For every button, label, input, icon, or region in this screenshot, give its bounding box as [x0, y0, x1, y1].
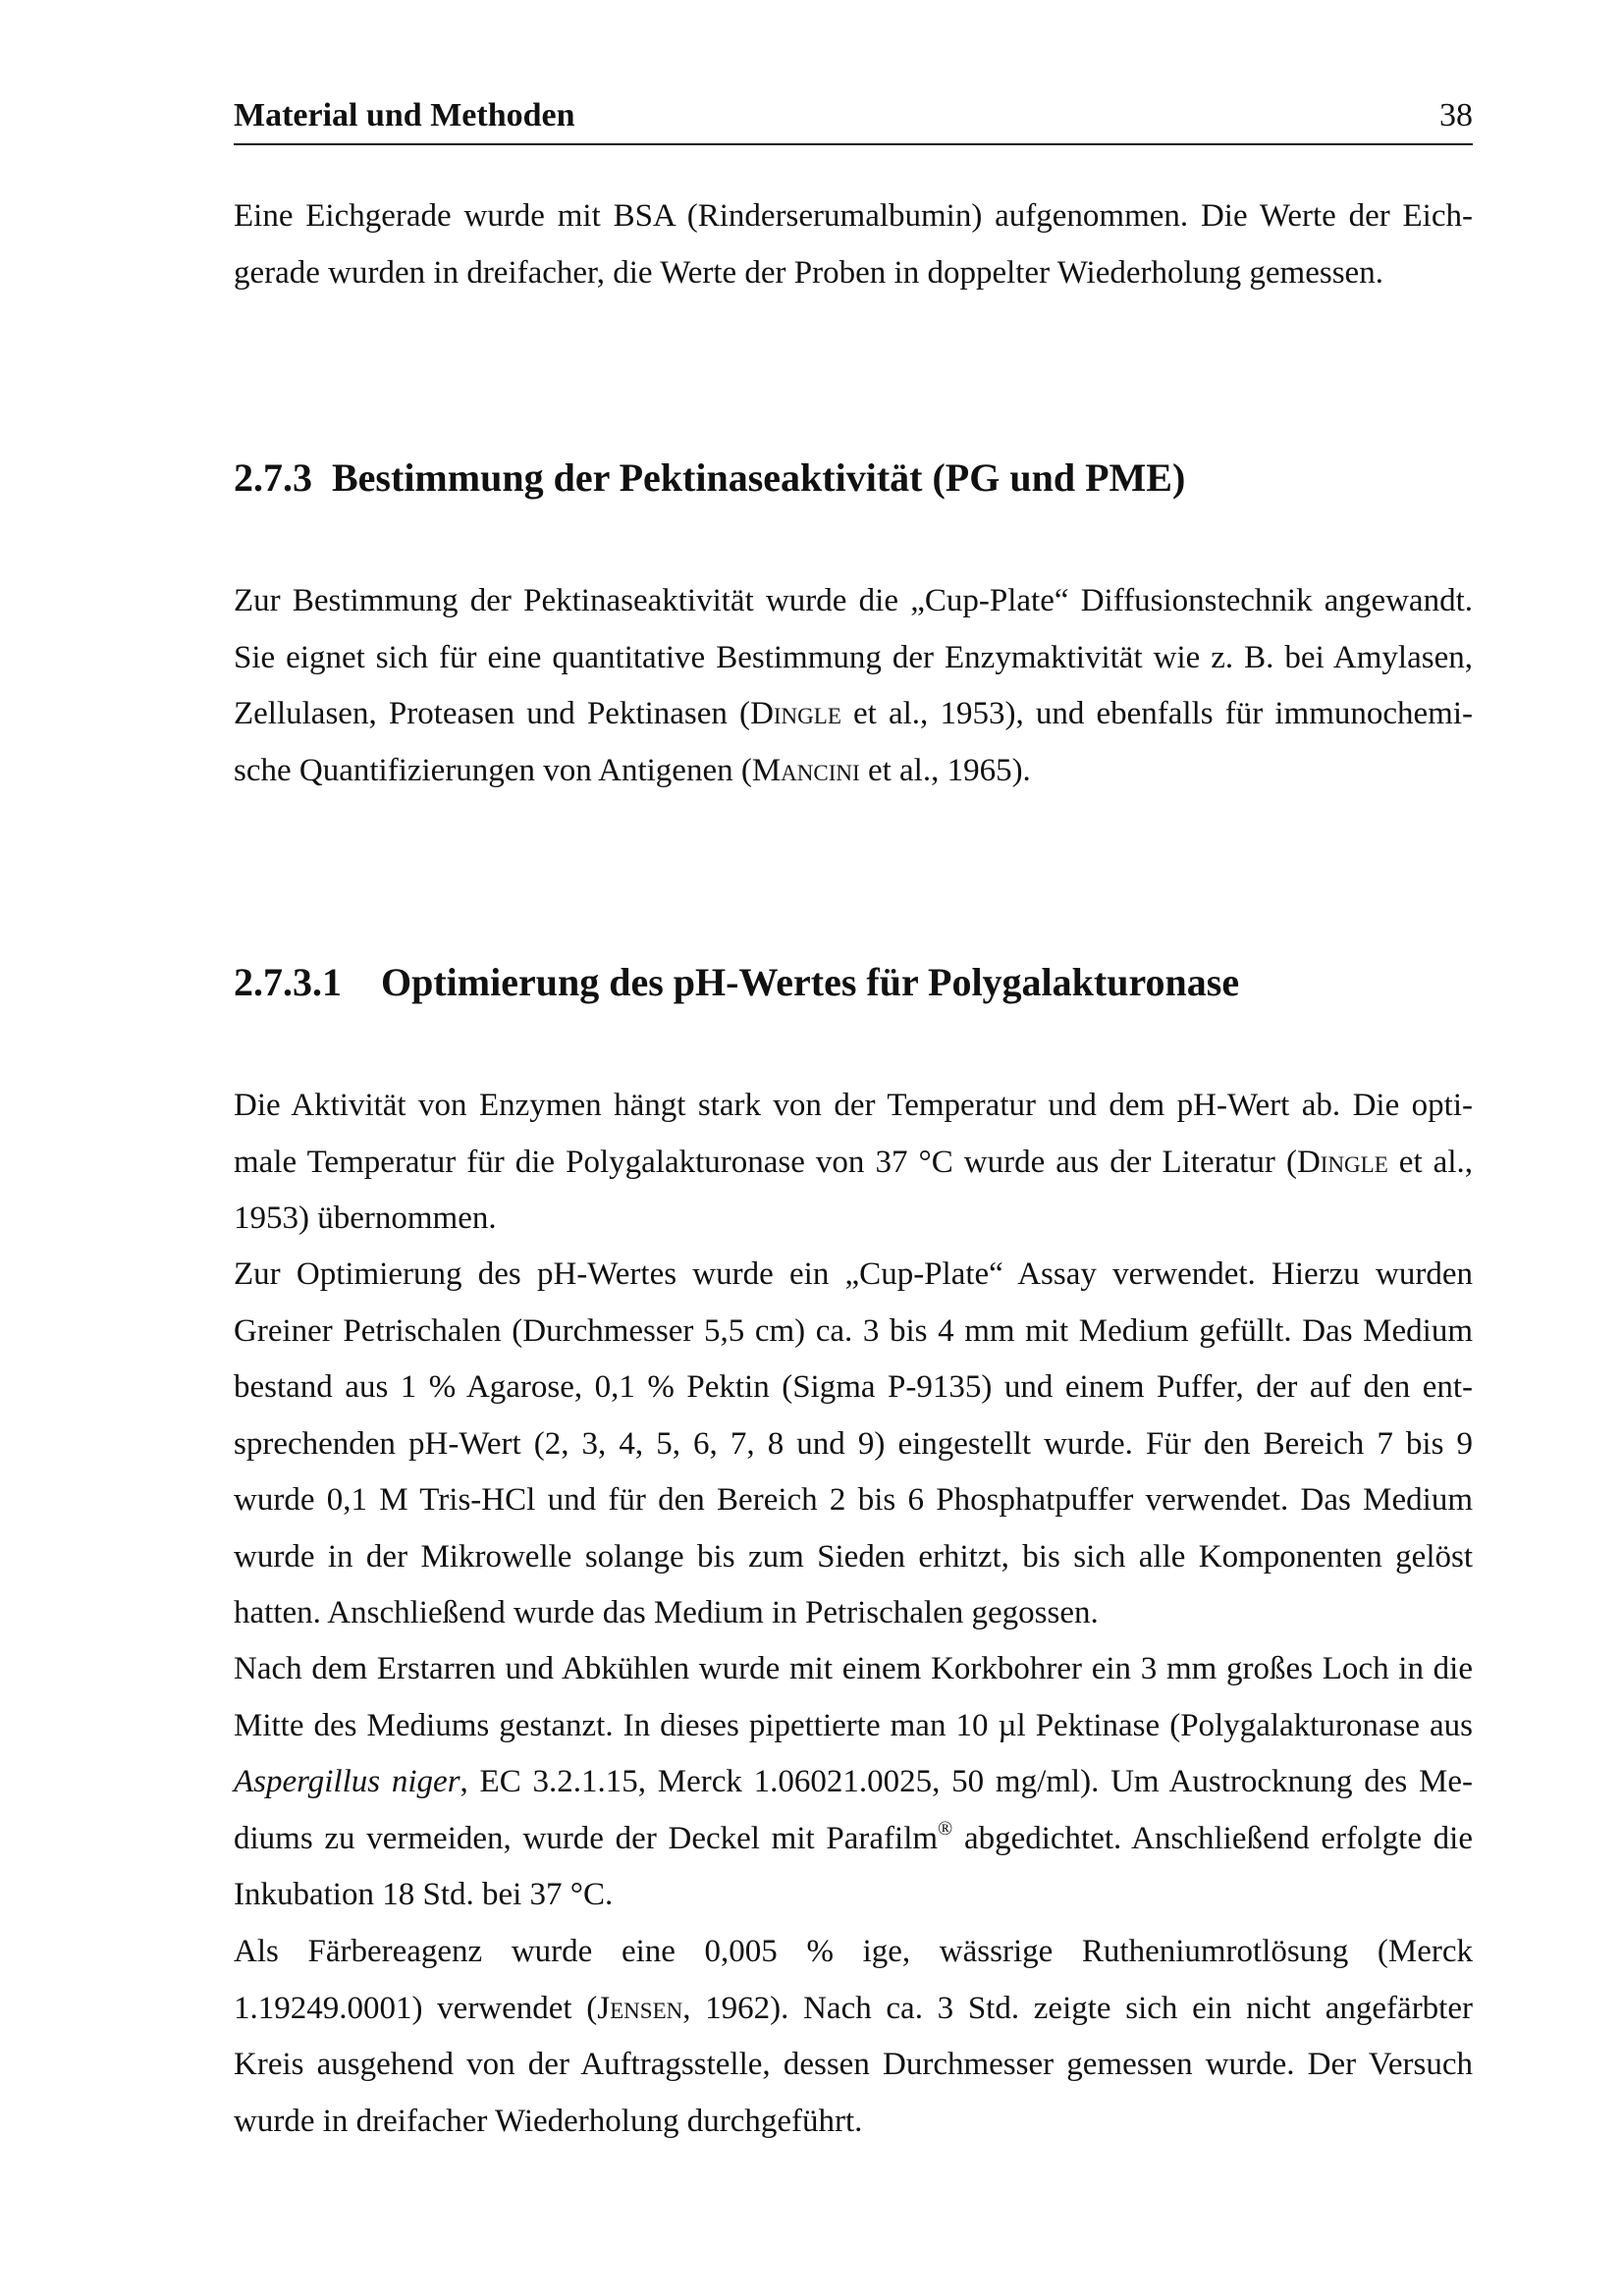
section-2-7-3-1-paragraph-2 — [234, 1247, 1473, 1642]
text-line: Mitte des Mediums gestanzt. In dieses pipettierte man 10 µl Pektinase (Polygalakturonase aus — [234, 1707, 1473, 1743]
text-line: sprechenden pH-Wert (2, 3, 4, 5, 6, 7, 8 und 9) eingestellt wurde. Für den Bereich 7 bis 9 — [234, 1425, 1473, 1462]
text-line: 1.19249.0001) verwendet (Jensen, 1962). Nach ca. 3 Std. zeigte sich ein nicht angefärbter — [234, 1990, 1473, 2026]
section-2-7-3-1-paragraph-4 — [234, 1924, 1473, 2150]
text-line: Sie eignet sich für eine quantitative Bestimmung der Enzymaktivität wie z. B. bei Amylasen, — [234, 639, 1473, 675]
text-line: Zur Bestimmung der Pektinaseaktivität wurde die „Cup-Plate“ Diffusionstechnik angewandt. — [234, 583, 1473, 618]
intro-paragraph — [234, 188, 1473, 301]
text-line: wurde in dreifacher Wiederholung durchgeführt. — [234, 2103, 863, 2139]
species-name: Aspergillus niger — [234, 1764, 460, 1799]
text-line: diums zu vermeiden, wurde der Deckel mit Parafilm® abgedichtet. Anschließend erfolgte die — [234, 1817, 1473, 1856]
text-line: Die Aktivität von Enzymen hängt stark von der Temperatur und dem pH-Wert ab. Die opti- — [234, 1088, 1473, 1123]
text-line: Nach dem Erstarren und Abkühlen wurde mit einem Korkbohrer ein 3 mm großes Loch in die — [234, 1651, 1473, 1686]
section-heading-2-7-3 — [234, 454, 1185, 503]
text-line: Eine Eichgerade wurde mit BSA (Rinderserumalbumin) aufgenommen. Die Werte der Eich- — [234, 198, 1473, 234]
text-line: Inkubation 18 Std. bei 37 °C. — [234, 1877, 614, 1912]
text-line: Kreis ausgehend von der Auftragsstelle, dessen Durchmesser gemessen wurde. Der Versuch — [234, 2047, 1473, 2082]
text-line: sche Quantifizierungen von Antigenen (Mancini et al., 1965). — [234, 752, 1031, 788]
page-header — [234, 94, 1473, 145]
text-line: Zellulasen, Proteasen und Pektinasen (Dingle et al., 1953), und ebenfalls für immunochemi- — [234, 696, 1474, 731]
text-line: male Temperatur für die Polygalakturonase von 37 °C wurde aus der Literatur (Dingle et al., — [234, 1144, 1473, 1180]
text-line: Als Färbereagenz wurde eine 0,005 % ige, wässrige Rutheniumrotlösung (Merck — [234, 1934, 1473, 1969]
text-line: gerade wurden in dreifacher, die Werte der Proben in doppelter Wiederholung gemessen. — [234, 254, 1383, 291]
section-heading-2-7-3-1 — [234, 958, 1239, 1007]
author-citation: Dingle — [1296, 1144, 1388, 1180]
section-title: Optimierung des pH-Wertes für Polygalakturonase — [381, 960, 1240, 1004]
page-number: 38 — [1439, 97, 1473, 133]
text-line: Greiner Petrischalen (Durchmesser 5,5 cm) ca. 3 bis 4 mm mit Medium gefüllt. Das Medium — [234, 1312, 1473, 1349]
text-line: bestand aus 1 % Agarose, 0,1 % Pektin (Sigma P-9135) und einem Puffer, der auf den ent- — [234, 1369, 1473, 1405]
author-citation: Dingle — [750, 696, 841, 731]
text-line: hatten. Anschließend wurde das Medium in Petrischalen gegossen. — [234, 1595, 1099, 1630]
chapter-title: Material und Methoden — [234, 97, 575, 133]
section-2-7-3-1-paragraph-3 — [234, 1641, 1473, 1924]
text-line: wurde 0,1 M Tris-HCl und für den Bereich 2 bis 6 Phosphatpuffer verwendet. Das Medium — [234, 1482, 1473, 1518]
section-2-7-3-1-paragraph-1 — [234, 1078, 1473, 1248]
author-citation: Mancini — [751, 752, 860, 788]
section-title: Bestimmung der Pektinaseaktivität (PG und PME) — [332, 455, 1186, 500]
text-line: Aspergillus niger, EC 3.2.1.15, Merck 1.06021.0025, 50 mg/ml). Um Austrocknung des Me- — [234, 1764, 1473, 1799]
text-line: wurde in der Mikrowelle solange bis zum Sieden erhitzt, bis sich alle Komponenten gelöst — [234, 1538, 1473, 1575]
author-citation: Jensen — [597, 1990, 683, 2026]
registered-mark: ® — [938, 1817, 953, 1840]
text-line: 1953) übernommen. — [234, 1201, 497, 1236]
section-number: 2.7.3.1 — [234, 960, 342, 1004]
section-2-7-3-paragraph — [234, 573, 1473, 799]
section-number: 2.7.3 — [234, 455, 312, 500]
text-line: Zur Optimierung des pH-Wertes wurde ein „Cup-Plate“ Assay verwendet. Hierzu wurden — [234, 1256, 1473, 1292]
